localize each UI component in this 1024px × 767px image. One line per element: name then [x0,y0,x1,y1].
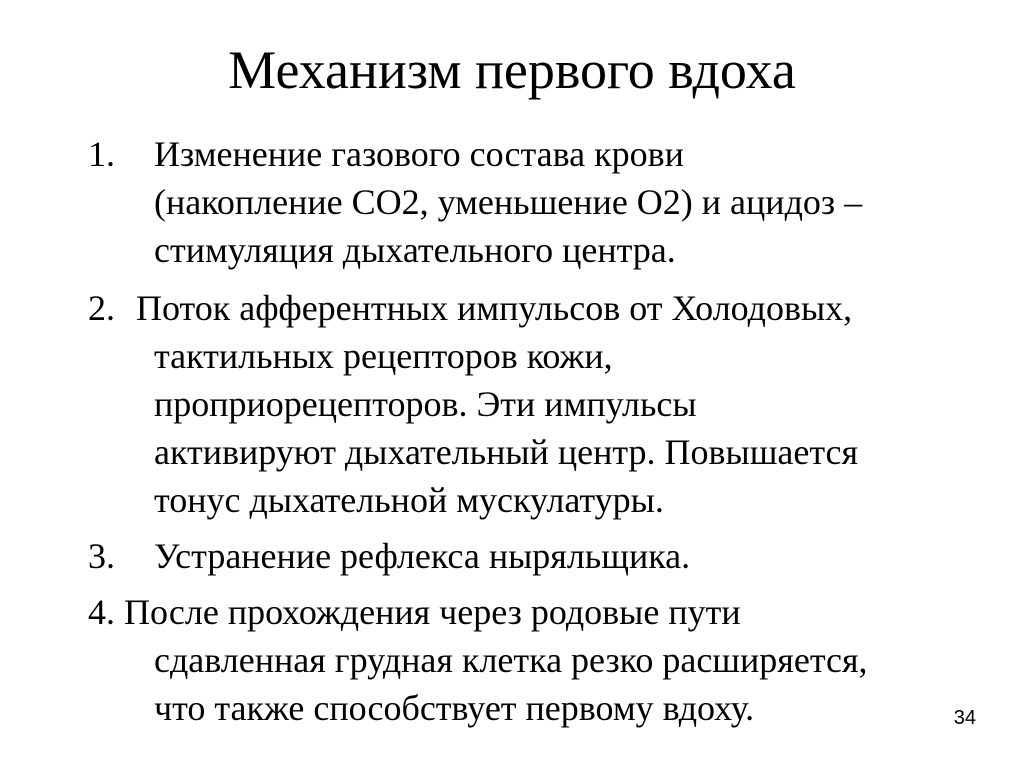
list-item-number: 3. [88,536,115,576]
list-item-line: Изменение газового состава крови [154,134,684,174]
list-item-line: (накопление СО2, уменьшение О2) и ацидоз – [154,182,863,222]
list-item-1 [88,130,968,280]
list-item-line: Устранение рефлекса ныряльщика. [154,536,691,576]
list-item-number: 2. [88,288,115,328]
list-item-line: проприорецепторов. Эти импульсы [154,384,697,424]
list-item-line: активируют дыхательный центр. Повышается [154,432,859,472]
list-item-2 [88,284,988,534]
list-item-line: тактильных рецепторов кожи, [154,336,613,376]
slide-page-number: 34 [953,707,976,729]
list-item-3 [88,532,968,582]
list-item-line: После прохождения через родовые пути [124,592,741,632]
list-item-number: 1. [88,134,115,174]
list-item-line: сдавленная грудная клетка резко расширяется, [154,640,868,680]
slide-title: Механизм первого вдоха [228,40,796,100]
list-item-line: стимуляция дыхательного центра. [154,230,676,270]
list-item-line: тонус дыхательной мускулатуры. [154,480,664,520]
list-item-4 [88,588,988,738]
list-item-number: 4. [88,592,115,632]
list-item-line: Поток афферентных импульсов от Холодовых, [136,288,853,328]
list-item-line: что также способствует первому вдоху. [154,688,755,728]
